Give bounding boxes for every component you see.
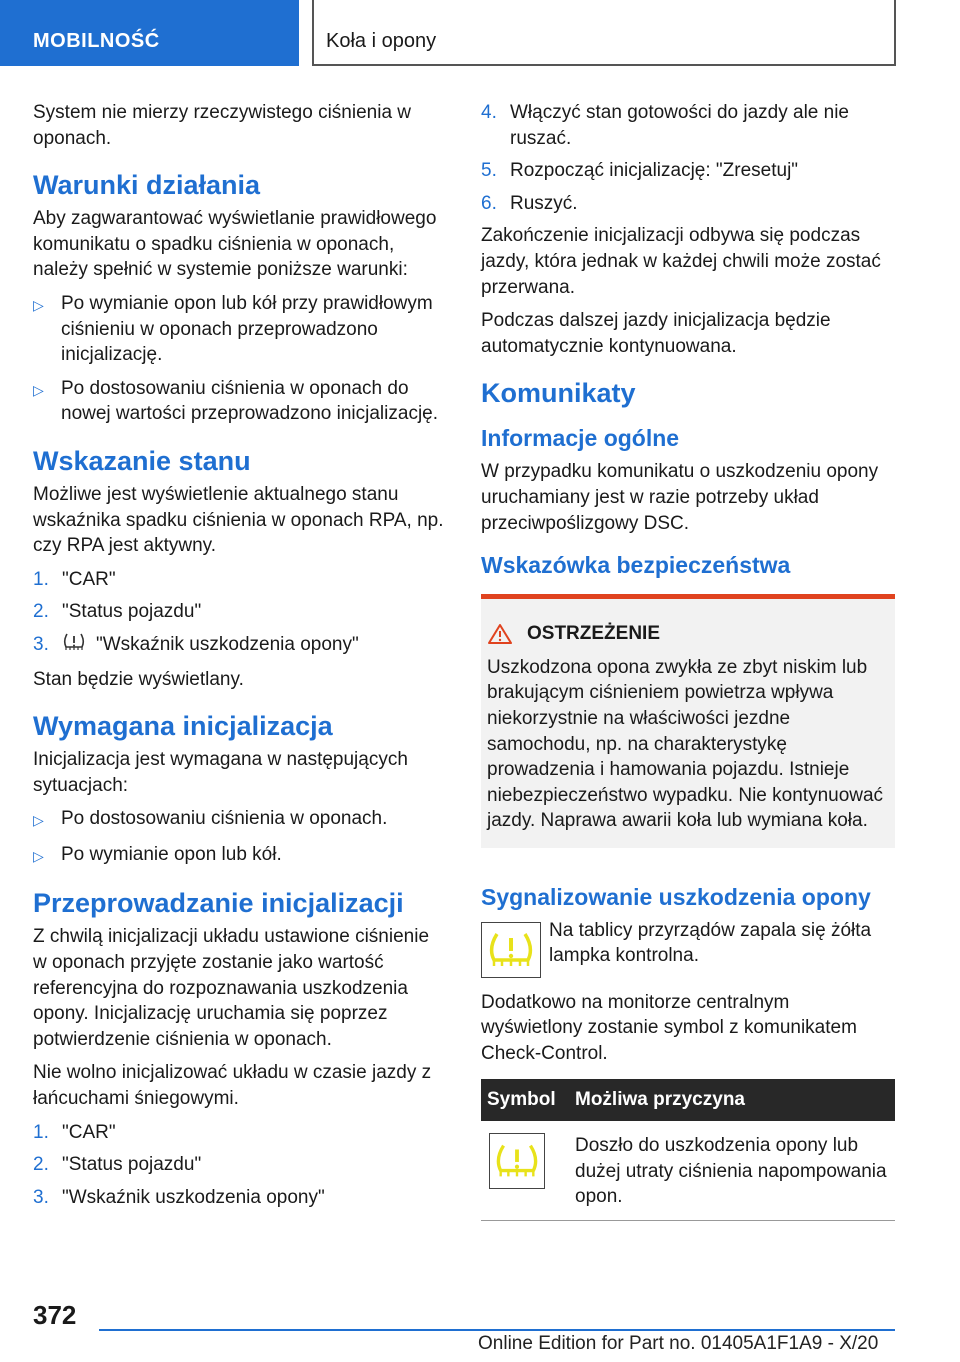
- table-cell-symbol: [481, 1121, 569, 1220]
- right-column: [481, 100, 895, 1221]
- list-item: 4. Włączyć stan gotowości do jazdy ale nie ruszać.: [481, 102, 849, 149]
- triangle-bullet-icon: ▷: [33, 847, 44, 864]
- wymagana-text: Inicjalizacja jest wymagana w następujących sytuacjach:: [33, 749, 408, 796]
- list-item: 6. Ruszyć.: [481, 192, 578, 214]
- list-item: 5. Rozpocząć inicjalizację: "Zresetuj": [481, 160, 799, 182]
- heading-warunki: Warunki działania: [33, 170, 261, 201]
- table-row: [481, 1121, 895, 1220]
- footer-edition: Online Edition for Part no. 01405A1F1A9 - X/20: [478, 1333, 879, 1354]
- chapter-title: Koła i opony: [312, 0, 896, 66]
- col-symbol: Symbol: [481, 1079, 569, 1122]
- przeprowadzanie-text1: Z chwilą inicjalizacji układu ustawione ciśnienie w oponach przyjęte zostanie jako wartość referencyjna do rozpoznawania uszkodzenia opony. Inicjalizację uruchamia się poprzez potwierdzenie ciśnienia w oponach.: [33, 926, 430, 1050]
- wskazanie-after: Stan będzie wyświetlany.: [33, 668, 244, 690]
- table-header-row: [481, 1079, 895, 1122]
- heading-sygnalizowanie: Sygnalizowanie uszkodzenia opony: [481, 883, 871, 910]
- list-item: 1. "CAR": [33, 568, 116, 590]
- tire-pressure-warning-light-icon: [481, 922, 541, 978]
- page-number: 372: [33, 1300, 77, 1330]
- heading-wskazowka: Wskazówka bezpieczeństwa: [481, 552, 791, 579]
- list-item: ▷ Po dostosowaniu ciśnienia w oponach do nowej wartości przeprowadzono inicjalizację.: [33, 376, 447, 427]
- left-column: [33, 100, 447, 1217]
- continuation-text: Podczas dalszej jazdy inicjalizacja będzie automatycznie kontynuowana.: [481, 310, 831, 357]
- signal-text: Na tablicy przyrządów zapala się żółta lampka kontrolna.: [549, 919, 872, 967]
- list-item: ▷ Po dostosowaniu ciśnienia w oponach.: [33, 806, 447, 834]
- list-item: ▷ Po wymianie opon lub kół przy prawidłowym ciśnieniu w oponach przeprowadzono inicjalizację.: [33, 291, 447, 368]
- list-item: ▷ Po wymianie opon lub kół.: [33, 842, 447, 870]
- triangle-bullet-icon: ▷: [33, 812, 44, 829]
- warning-header: OSTRZEŻENIE: [487, 621, 887, 647]
- triangle-bullet-icon: ▷: [33, 296, 44, 313]
- col-cause: Możliwa przyczyna: [569, 1079, 895, 1122]
- signal-row: [481, 918, 895, 978]
- warunki-text: Aby zagwarantować wyświetlanie prawidłowego komunikatu o spadku ciśnienia w oponach, należy spełnić w systemie poniższe warunki:: [33, 208, 437, 281]
- tire-pressure-icon: [62, 632, 90, 660]
- completion-text: Zakończenie inicjalizacji odbywa się podczas jazdy, która jednak w każdej chwili może zostać przerwana.: [481, 225, 881, 298]
- symbol-table: [481, 1079, 895, 1221]
- heading-przeprowadzanie: Przeprowadzanie inicjalizacji: [33, 888, 404, 919]
- list-item: 2. "Status pojazdu": [33, 601, 202, 623]
- signal-text2: Dodatkowo na monitorze centralnym wyświetlony zostanie symbol z komunikatem Check-Control.: [481, 991, 857, 1065]
- table-cell-cause: Doszło do uszkodzenia opony lub dużej utraty ciśnienia napompowania opon.: [569, 1121, 895, 1220]
- heading-wymagana: Wymagana inicjalizacja: [33, 711, 333, 742]
- wskazanie-text: Możliwe jest wyświetlenie aktualnego stanu wskaźnika spadku ciśnienia w oponach RPA, np. czy RPA jest aktywny.: [33, 483, 444, 557]
- tire-pressure-warning-light-icon: [489, 1133, 545, 1189]
- section-tab: MOBILNOŚĆ: [0, 0, 299, 66]
- heading-informacje: Informacje ogólne: [481, 425, 680, 452]
- intro-text: System nie mierzy rzeczywistego ciśnienia w oponach.: [33, 102, 412, 149]
- triangle-bullet-icon: ▷: [33, 381, 44, 398]
- list-item: 1. "CAR": [33, 1121, 116, 1143]
- heading-wskazanie: Wskazanie stanu: [33, 445, 251, 476]
- footer-divider: [99, 1329, 895, 1331]
- list-item: 3. "Wskaźnik uszkodzenia opony": [33, 1186, 325, 1208]
- wskazanie-steps: [33, 567, 447, 660]
- info-text: W przypadku komunikatu o uszkodzeniu opony uruchamiany jest w razie potrzeby układ przeciwpoślizgowy DSC.: [481, 461, 879, 534]
- warning-triangle-icon: [487, 623, 513, 645]
- przeprowadzanie-text2: Nie wolno inicjalizować układu w czasie jazdy z łańcuchami śniegowymi.: [33, 1062, 432, 1110]
- heading-komunikaty: Komunikaty: [481, 378, 636, 409]
- list-item: 2. "Status pojazdu": [33, 1154, 202, 1176]
- init-steps-continued: [481, 100, 895, 216]
- warning-text: Uszkodzona opona zwykła ze zbyt niskim lub brakującym ciśnieniem powietrza wpływa niekorzystnie na właściwości jezdne samochodu, np. na charakterystykę prowadzenia i hamowania pojazdu. Istnieje niebezpieczeństwo wypadku. Nie kontynuować jazdy. Naprawa awarii koła lub wymiana koła.: [487, 656, 884, 832]
- list-item: 3. "Wskaźnik uszkodzenia opony": [33, 632, 447, 660]
- warning-box: [481, 594, 895, 848]
- przeprowadzanie-steps: [33, 1120, 447, 1211]
